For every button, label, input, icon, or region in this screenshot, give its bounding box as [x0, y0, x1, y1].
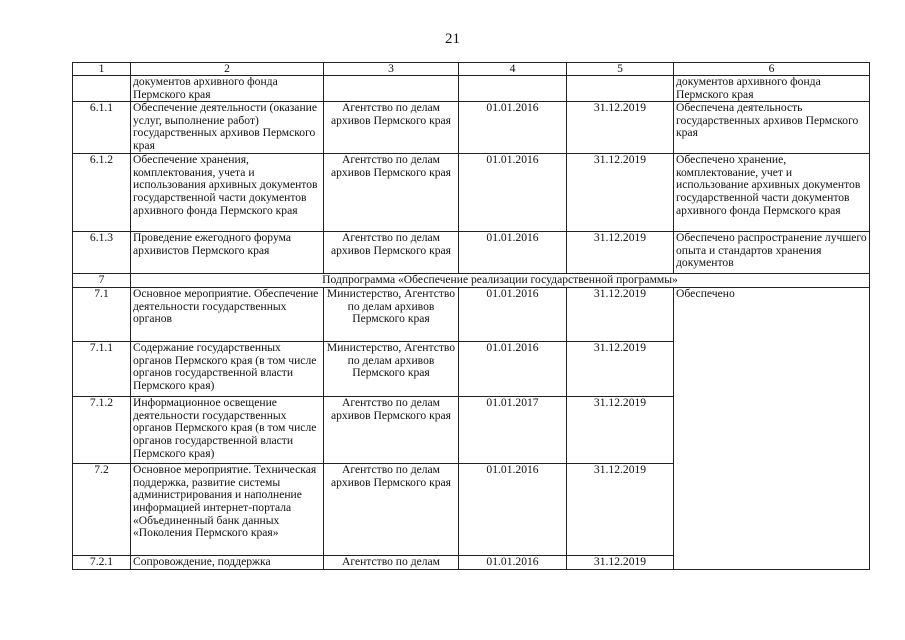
expected-result: Обеспечено: [674, 288, 870, 570]
subprogram-row: [73, 274, 870, 288]
executor: Агентство по делам: [324, 556, 459, 570]
start-date: 01.01.2016: [459, 232, 567, 274]
executor: [324, 76, 459, 102]
row-number: 6.1.1: [73, 102, 131, 154]
row-number: 7.1: [73, 288, 131, 342]
row-number: 7: [73, 274, 131, 288]
start-date: 01.01.2016: [459, 288, 567, 342]
end-date: 31.12.2019: [567, 102, 674, 154]
row-number: 7.2: [73, 464, 131, 556]
measure-name: Обеспечение деятельности (оказание услуг, выполнение работ) государственных архивов Пермского края: [131, 102, 324, 154]
table-row: [73, 76, 870, 102]
executor: Агентство по делам архивов Пермского края: [324, 232, 459, 274]
start-date: [459, 76, 567, 102]
table-row: [73, 154, 870, 232]
end-date: 31.12.2019: [567, 342, 674, 397]
column-header: 3: [324, 63, 459, 76]
start-date: 01.01.2016: [459, 154, 567, 232]
end-date: 31.12.2019: [567, 464, 674, 556]
measure-name: Информационное освещение деятельности государственных органов Пермского края (в том числе органов государственной власти Пермского края): [131, 397, 324, 464]
row-number: 7.1.1: [73, 342, 131, 397]
executor: Агентство по делам архивов Пермского края: [324, 397, 459, 464]
expected-result: Обеспечена деятельность государственных архивов Пермского края: [674, 102, 870, 154]
row-number: 6.1.2: [73, 154, 131, 232]
start-date: 01.01.2016: [459, 102, 567, 154]
start-date: 01.01.2016: [459, 342, 567, 397]
end-date: 31.12.2019: [567, 397, 674, 464]
row-number: 7.1.2: [73, 397, 131, 464]
table-row: [73, 232, 870, 274]
expected-result: документов архивного фонда Пермского края: [674, 76, 870, 102]
measure-name: документов архивного фонда Пермского края: [131, 76, 324, 102]
column-header: 6: [674, 63, 870, 76]
measures-table: [72, 62, 870, 570]
page-number: 21: [445, 31, 460, 47]
column-header: 4: [459, 63, 567, 76]
measure-name: Проведение ежегодного форума архивистов Пермского края: [131, 232, 324, 274]
start-date: 01.01.2016: [459, 464, 567, 556]
expected-result: Обеспечено распространение лучшего опыта и стандартов хранения документов: [674, 232, 870, 274]
row-number: 7.2.1: [73, 556, 131, 570]
executor: Агентство по делам архивов Пермского края: [324, 464, 459, 556]
executor: Агентство по делам архивов Пермского края: [324, 102, 459, 154]
measure-name: Основное мероприятие. Обеспечение деятельности государственных органов: [131, 288, 324, 342]
table-row: [73, 288, 870, 342]
subprogram-title: Подпрограмма «Обеспечение реализации государственной программы»: [131, 274, 870, 288]
row-number: 6.1.3: [73, 232, 131, 274]
column-header: 2: [131, 63, 324, 76]
column-header: 5: [567, 63, 674, 76]
measure-name: Содержание государственных органов Пермского края (в том числе органов государственной власти Пермского края): [131, 342, 324, 397]
expected-result: Обеспечено хранение, комплектование, учет и использование архивных документов государственной части документов архивного фонда Пермского края: [674, 154, 870, 232]
executor: Министерство, Агентство по делам архивов Пермского края: [324, 288, 459, 342]
end-date: 31.12.2019: [567, 288, 674, 342]
start-date: 01.01.2017: [459, 397, 567, 464]
measure-name: Сопровождение, поддержка: [131, 556, 324, 570]
end-date: [567, 76, 674, 102]
row-number: [73, 76, 131, 102]
end-date: 31.12.2019: [567, 556, 674, 570]
measure-name: Основное мероприятие. Техническая поддержка, развитие системы администрирования и наполнение информацией интернет-портала «Объединенный банк данных «Поколения Пермского края»: [131, 464, 324, 556]
executor: Министерство, Агентство по делам архивов Пермского края: [324, 342, 459, 397]
start-date: 01.01.2016: [459, 556, 567, 570]
executor: Агентство по делам архивов Пермского края: [324, 154, 459, 232]
column-header: 1: [73, 63, 131, 76]
column-header-row: [73, 63, 870, 76]
table-row: [73, 102, 870, 154]
end-date: 31.12.2019: [567, 154, 674, 232]
end-date: 31.12.2019: [567, 232, 674, 274]
measure-name: Обеспечение хранения, комплектования, учета и использования архивных документов государственной части документов архивного фонда Пермского края: [131, 154, 324, 232]
